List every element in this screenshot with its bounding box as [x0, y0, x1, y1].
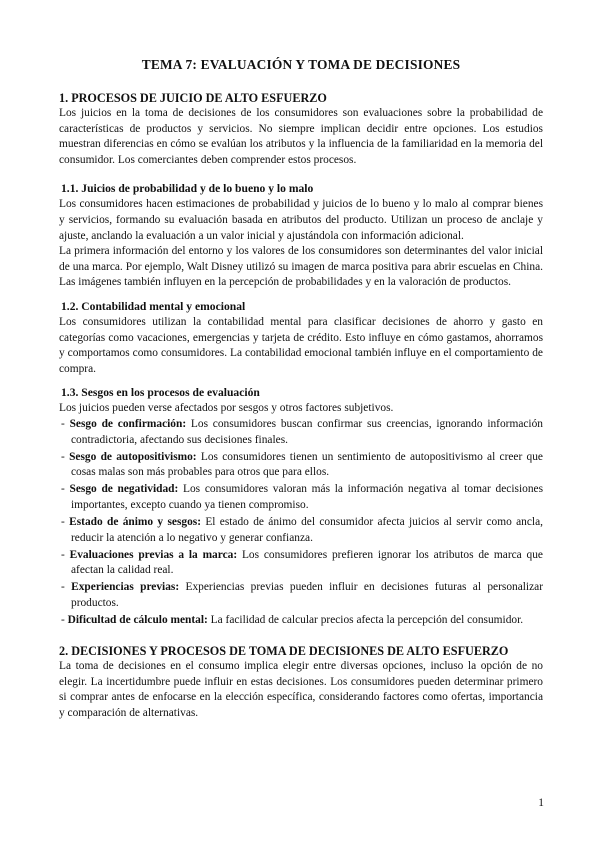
- subsection-1-1-paragraph-2: La primera información del entorno y los valores de los consumidores son determinantes del valor inicial de una marca. Por ejemplo, Walt Disney utilizó su imagen de marca positiva para abrir escuelas en China. Las imágenes también influyen en la percepción de probabilidades y en la valoración de productos.: [59, 245, 543, 289]
- bias-description: Los consumidores tienen un sentimiento de autopositivismo al creer que cosas malas son más probables para otros que para ellos.: [71, 450, 543, 479]
- page-number: 1: [538, 797, 544, 809]
- bias-term: Sesgo de autopositivismo:: [69, 450, 197, 463]
- bias-description: Los consumidores prefieren ignorar los atributos de marca que afectan la calidad real.: [71, 548, 543, 577]
- bias-term: Sesgo de confirmación:: [69, 417, 187, 430]
- bias-description: Experiencias previas pueden influir en decisiones futuras al personalizar productos.: [71, 581, 543, 609]
- bias-term: Dificultad de cálculo mental:: [67, 614, 208, 627]
- document-title: TEMA 7: EVALUACIÓN Y TOMA DE DECISIONES: [141, 57, 461, 72]
- bias-list-item: - Sesgo de autopositivismo: Los consumidores tienen un sentimiento de autopositivismo al creer que cosas malas son más probables para otros que para ellos.: [61, 450, 543, 479]
- section-1-heading: 1. PROCESOS DE JUICIO DE ALTO ESFUERZO: [59, 91, 327, 105]
- bias-list-item: - Dificultad de cálculo mental: La facilidad de calcular precios afecta la percepción del consumidor.: [61, 614, 524, 627]
- section-1-paragraph: Los juicios en la toma de decisiones de los consumidores son evaluaciones sobre la probabilidad de características de productos y servicios. No siempre implican decidir entre opciones. Los estudios muestran diferencias en cómo se evalúan los atributos y la influencia de la familiaridad en la memoria del consumidor. Los comerciantes deben comprender estos procesos.: [59, 107, 543, 166]
- bias-term: Experiencias previas:: [71, 581, 180, 594]
- subsection-1-2-paragraph: Los consumidores utilizan la contabilidad mental para clasificar decisiones de ahorro y gasto en categorías como vacaciones, emergencias y tarjeta de crédito. Esto influye en cómo gastamos, ahorramos y comportamos como consumidores. La contabilidad emocional también influye en el comportamiento de compra.: [59, 315, 543, 375]
- bias-list-item: - Experiencias previas: Experiencias previas pueden influir en decisiones futuras al personalizar productos.: [61, 581, 543, 609]
- subsection-1-2-heading: 1.2. Contabilidad mental y emocional: [61, 299, 246, 313]
- bias-term: Sesgo de negatividad:: [69, 483, 179, 496]
- bias-description: Los consumidores valoran más la información negativa al tomar decisiones importantes, excepto cuando ya tienen compromiso.: [71, 483, 544, 511]
- bias-list-item: - Sesgo de negatividad: Los consumidores valoran más la información negativa al tomar decisiones importantes, excepto cuando ya tienen compromiso.: [61, 483, 544, 511]
- bias-list-item: - Evaluaciones previas a la marca: Los consumidores prefieren ignorar los atributos de marca que afectan la calidad real.: [61, 548, 543, 577]
- bias-list-item: - Sesgo de confirmación: Los consumidores buscan confirmar sus creencias, ignorando información contradictoria, afectando sus decisiones finales.: [61, 417, 543, 446]
- section-2-heading: 2. DECISIONES Y PROCESOS DE TOMA DE DECISIONES DE ALTO ESFUERZO: [59, 644, 509, 659]
- subsection-1-1-heading: 1.1. Juicios de probabilidad y de lo bueno y lo malo: [61, 182, 314, 196]
- bias-list: [59, 417, 543, 629]
- bias-list-item: - Estado de ánimo y sesgos: El estado de ánimo del consumidor afecta juicios al servir como ancla, reducir la atención a lo negativo y generar confianza.: [61, 515, 543, 544]
- bias-description: La facilidad de calcular precios afecta la percepción del consumidor.: [207, 614, 524, 627]
- bias-description: Los consumidores buscan confirmar sus creencias, ignorando información contradictoria, afectando sus decisiones finales.: [71, 417, 543, 446]
- bias-term: Evaluaciones previas a la marca:: [69, 548, 238, 561]
- section-2-paragraph: La toma de decisiones en el consumo implica elegir entre diversas opciones, incluso la opción de no elegir. La incertidumbre puede influir en estas decisiones. Los consumidores pueden determinar primero si comprar antes de enfocarse en la elección específica, considerando factores como ofertas, importancia y comparación de alternativas.: [59, 660, 543, 719]
- bias-term: Estado de ánimo y sesgos:: [69, 515, 201, 528]
- subsection-1-3-intro: Los juicios pueden verse afectados por sesgos y otros factores subjetivos.: [59, 402, 394, 415]
- bias-description: El estado de ánimo del consumidor afecta juicios al servir como ancla, reducir la atención a lo negativo y generar confianza.: [71, 515, 543, 544]
- subsection-1-3-heading: 1.3. Sesgos en los procesos de evaluación: [61, 386, 260, 400]
- subsection-1-1-paragraph-1: Los consumidores hacen estimaciones de probabilidad y juicios de lo bueno y lo malo al comprar bienes y servicios, formando su evaluación basada en atributos del producto. Utilizan un proceso de anclaje y ajuste, anclando la evaluación a un valor inicial y ajustándola con información adicional.: [59, 198, 543, 242]
- document-body: [59, 90, 543, 722]
